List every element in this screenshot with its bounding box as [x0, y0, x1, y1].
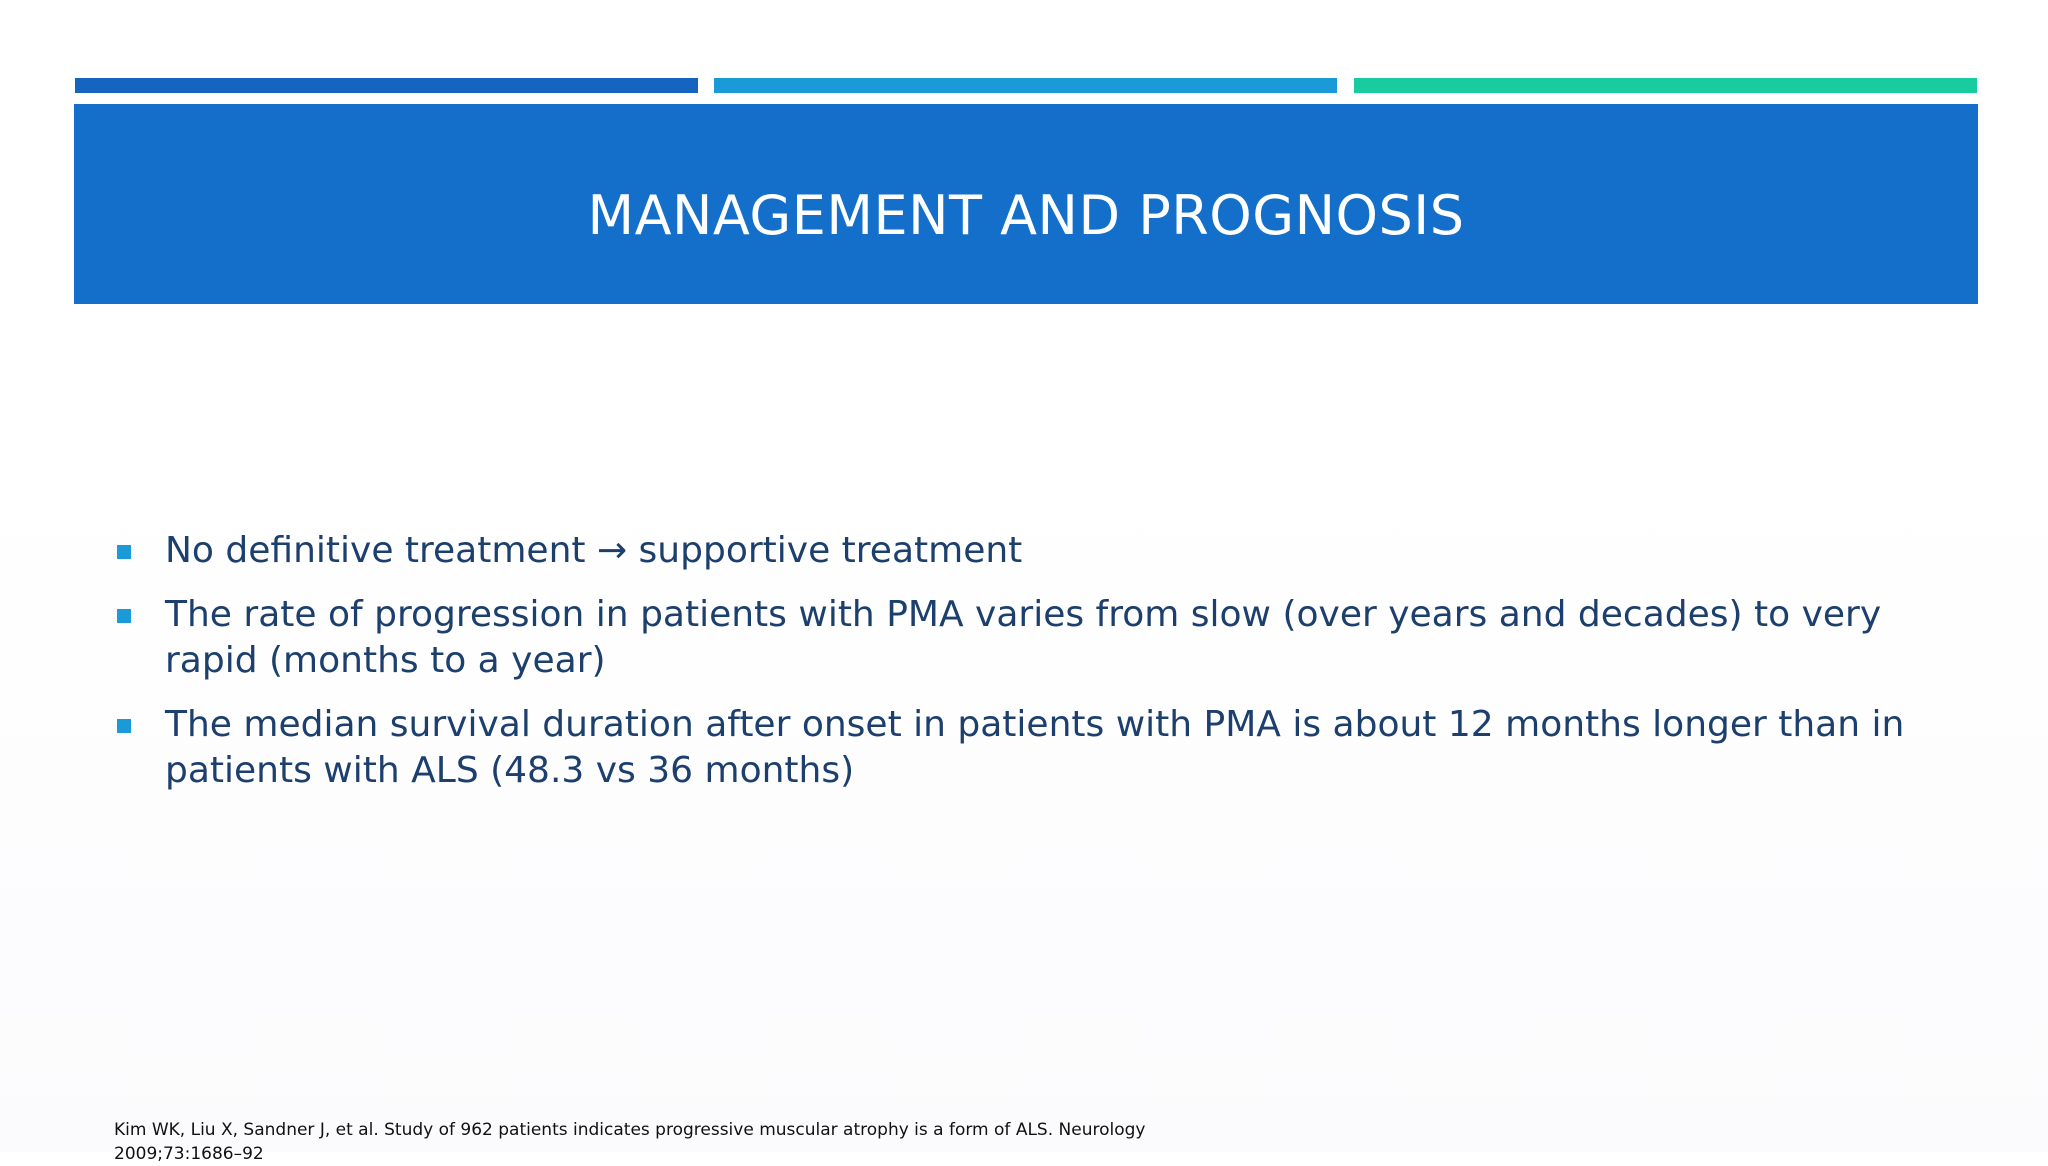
citation-footnote: Kim WK, Liu X, Sandner J, et al. Study of 962 patients indicates progressive muscular atrophy is a form of ALS. Neurology 2009;73:1686–92	[114, 1120, 1146, 1164]
square-bullet-icon	[117, 719, 131, 733]
slide-title: MANAGEMENT AND PROGNOSIS	[587, 183, 1465, 247]
bullet-item	[115, 702, 1975, 794]
accent-bar-light-blue	[714, 78, 1337, 93]
accent-bar-dark-blue	[75, 78, 698, 93]
bullet-text: No definitive treatment → supportive treatment	[165, 530, 1023, 571]
bullet-text: The rate of progression in patients with PMA varies from slow (over years and decades) to very rapid (months to a year)	[165, 594, 1882, 681]
square-bullet-icon	[117, 609, 131, 623]
bullet-text: The median survival duration after onset in patients with PMA is about 12 months longer than in patients with ALS (48.3 vs 36 months)	[165, 704, 1905, 791]
title-band	[74, 104, 1978, 304]
bullet-item	[115, 592, 1975, 684]
square-bullet-icon	[117, 545, 131, 559]
accent-bar-teal	[1354, 78, 1977, 93]
bullet-list	[115, 528, 1975, 812]
bullet-item	[115, 528, 1975, 574]
